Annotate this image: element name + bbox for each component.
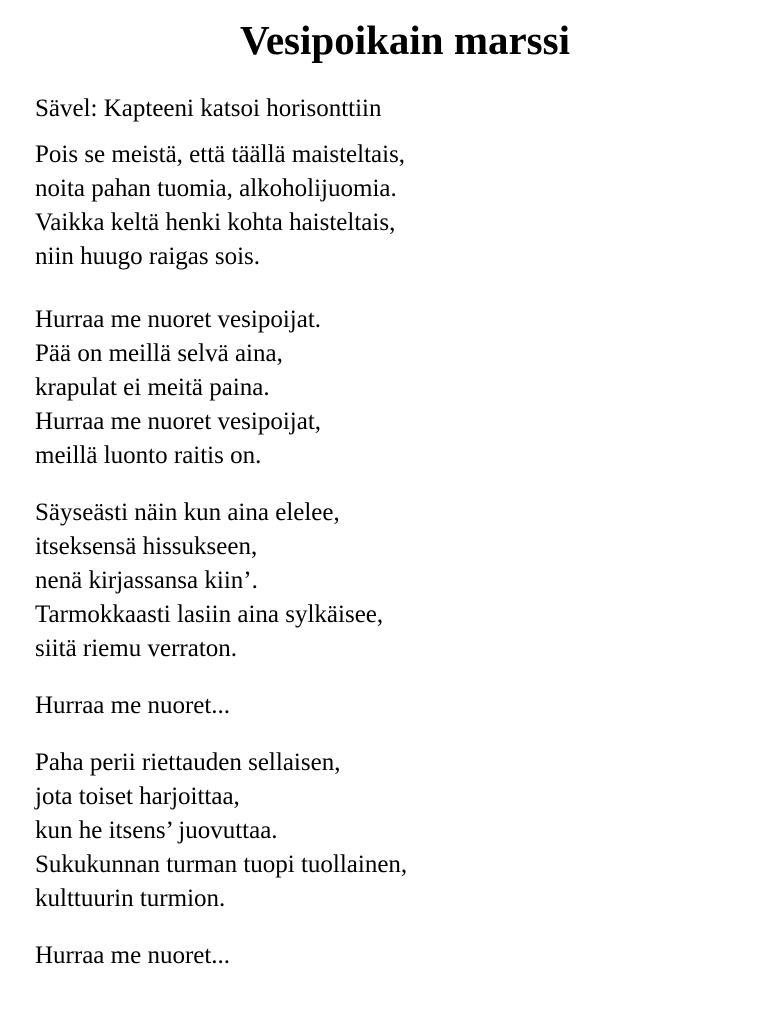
chorus-line: Hurraa me nuoret vesipoijat, — [35, 408, 322, 435]
chorus-repeat-1 — [35, 689, 755, 723]
page-title: Vesipoikain marssi — [240, 17, 570, 63]
chorus-line: Hurraa me nuoret... — [35, 692, 231, 719]
chorus-line: Pää on meillä selvä aina, — [35, 340, 283, 367]
stanza-line: itseksensä hissukseen, — [35, 533, 258, 560]
stanza-line: kun he itsens’ juovuttaa. — [35, 817, 278, 844]
stanza-line: Paha perii riettauden sellaisen, — [35, 749, 341, 776]
stanza-line: Pois se meistä, että täällä maisteltais, — [35, 141, 406, 168]
chorus-line: Hurraa me nuoret vesipoijat. — [35, 306, 322, 333]
stanza-line: nenä kirjassansa kiin’. — [35, 567, 258, 594]
stanza-line: Tarmokkaasti lasiin aina sylkäisee, — [35, 601, 384, 628]
stanza-line: jota toiset harjoittaa, — [35, 783, 240, 810]
stanza-line: noita pahan tuomia, alkoholijuomia. — [35, 175, 397, 202]
stanza-line: Sukukunnan turman tuopi tuollainen, — [35, 851, 408, 878]
stanza-line: kulttuurin turmion. — [35, 885, 226, 912]
melody-note: Sävel: Kapteeni katsoi horisonttiin — [35, 95, 382, 122]
chorus-line: Hurraa me nuoret... — [35, 942, 231, 969]
stanza-2 — [35, 496, 755, 666]
stanza-line: Säyseästi näin kun aina elelee, — [35, 499, 340, 526]
stanza-line: siitä riemu verraton. — [35, 635, 238, 662]
chorus-line: meillä luonto raitis on. — [35, 442, 262, 469]
chorus-repeat-2 — [35, 939, 755, 973]
song-body — [35, 92, 755, 996]
stanza-line: Vaikka keltä henki kohta haisteltais, — [35, 209, 396, 236]
chorus — [35, 303, 755, 473]
stanza-line: niin huugo raigas sois. — [35, 243, 260, 270]
stanza-1 — [35, 138, 755, 274]
chorus-line: krapulat ei meitä paina. — [35, 374, 270, 401]
stanza-3 — [35, 746, 755, 916]
